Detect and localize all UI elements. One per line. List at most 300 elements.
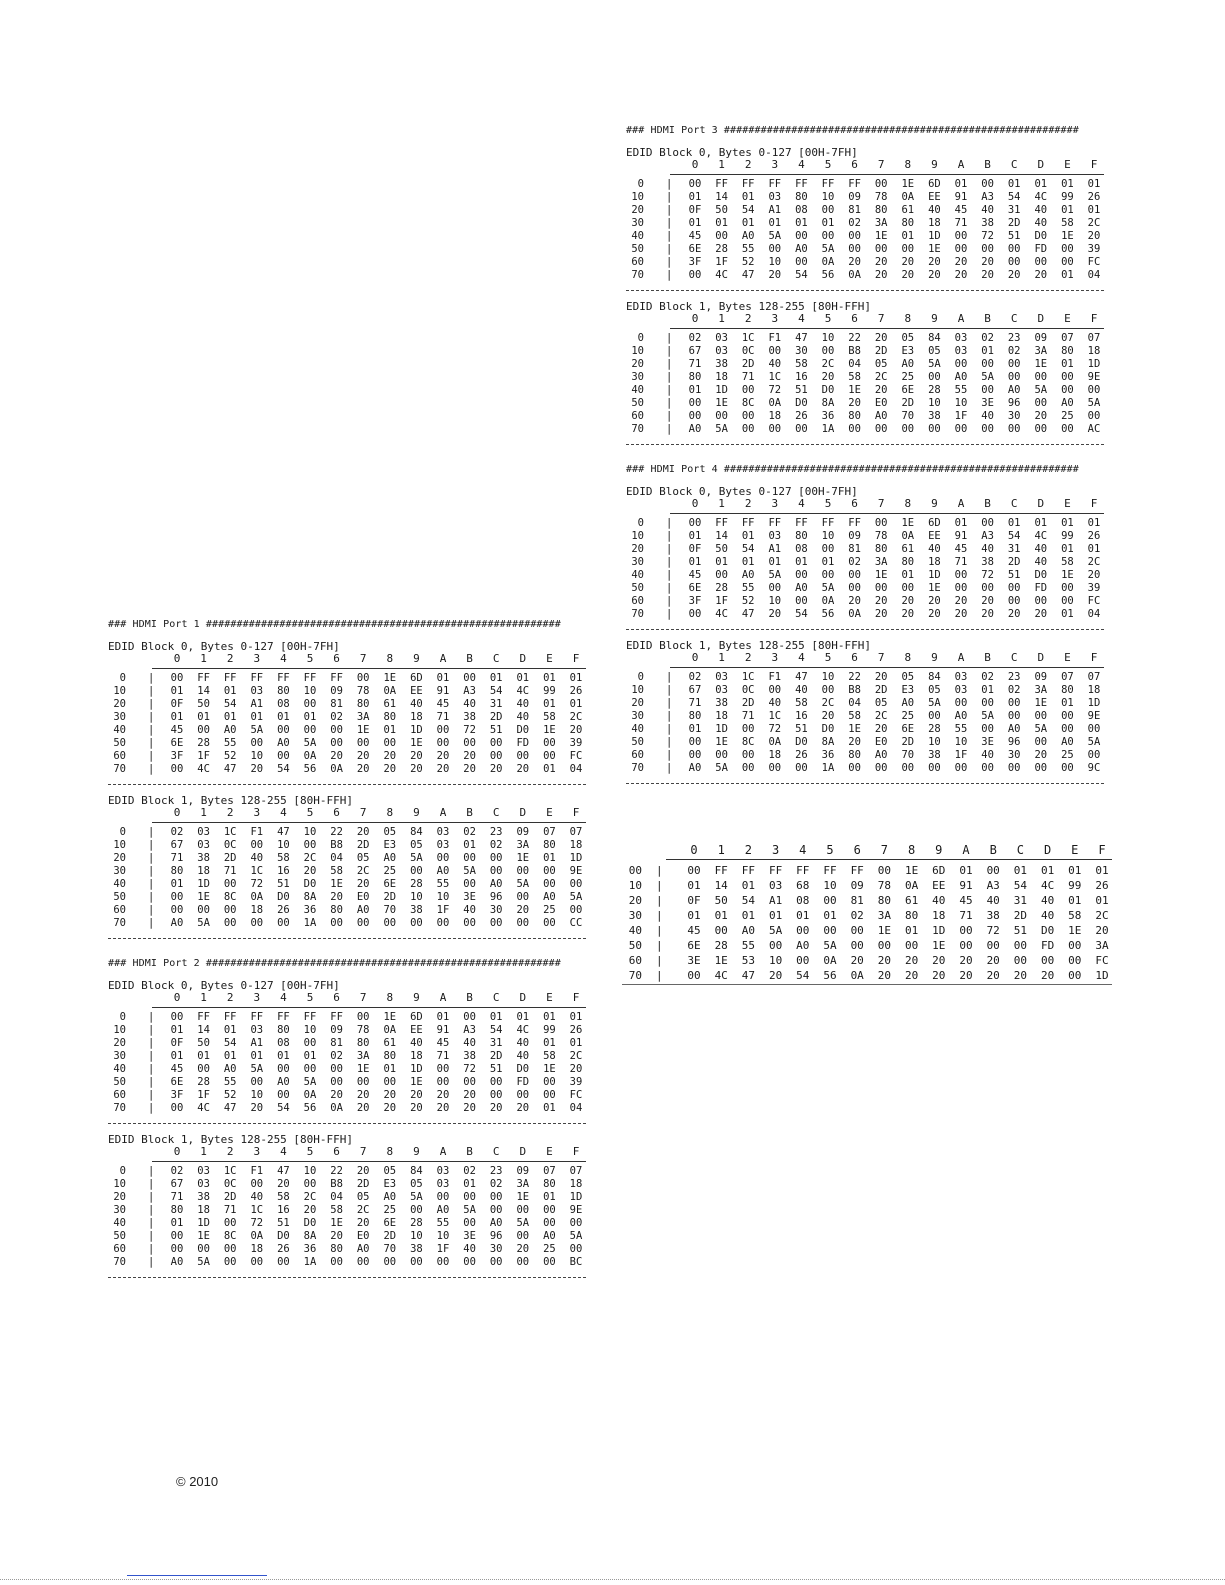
hex-cell: 47 <box>223 1102 237 1114</box>
hex-cell: 00 <box>821 345 835 357</box>
row-address: 70 <box>113 917 126 929</box>
hex-cell: 09 <box>516 826 530 838</box>
column-header: 5 <box>824 651 832 664</box>
hex-cell: 02 <box>170 826 184 838</box>
hex-cell: 00 <box>436 917 450 929</box>
row-separator: | <box>148 750 155 762</box>
hex-cell: 55 <box>223 1076 237 1088</box>
hex-cell: 58 <box>848 710 861 722</box>
column-header: B <box>989 843 997 857</box>
hex-cell: 20 <box>463 1102 476 1114</box>
hex-cell: FC <box>1095 954 1109 967</box>
row-separator: | <box>148 1204 155 1216</box>
header-underline <box>670 667 1104 668</box>
hex-cell: 1D <box>410 1063 423 1075</box>
hex-cell: 2C <box>356 865 370 877</box>
hex-cell: 8C <box>741 736 755 748</box>
hex-cell: 25 <box>901 710 915 722</box>
column-header: 7 <box>359 806 367 819</box>
hex-cell: 01 <box>821 556 835 568</box>
header-underline <box>152 1161 586 1162</box>
column-header: 2 <box>226 991 234 1004</box>
row-separator: | <box>148 1191 155 1203</box>
hex-cell: 78 <box>874 530 888 542</box>
hex-cell: 07 <box>543 826 556 838</box>
hex-cell: 00 <box>821 569 835 581</box>
hex-cell: 3F <box>170 750 184 762</box>
hex-cell: 3F <box>688 595 702 607</box>
hex-cell: 39 <box>1087 582 1101 594</box>
hex-cell: 3E <box>463 1230 476 1242</box>
hex-cell: 00 <box>874 517 888 529</box>
hex-cell: 1D <box>197 878 210 890</box>
hex-row <box>622 893 1112 908</box>
hex-cell: 00 <box>543 1204 556 1216</box>
hex-cell: E0 <box>874 397 888 409</box>
hex-cell: A3 <box>463 1024 476 1036</box>
hex-row <box>108 1076 586 1089</box>
hex-cell: 58 <box>1068 909 1082 922</box>
hex-cell: 01 <box>981 345 994 357</box>
hex-cell: 1E <box>356 724 370 736</box>
hex-cell: 45 <box>170 724 184 736</box>
row-address: 50 <box>631 397 644 409</box>
hex-cell: 02 <box>688 332 702 344</box>
column-header: 7 <box>359 991 367 1004</box>
hex-cell: 72 <box>463 724 476 736</box>
row-separator: | <box>666 269 673 281</box>
hex-cell: 3A <box>1095 939 1109 952</box>
row-address: 70 <box>113 763 126 775</box>
hex-cell: 5A <box>463 865 476 877</box>
hex-cell: 01 <box>1040 864 1055 877</box>
hex-cell: 00 <box>543 1217 556 1229</box>
hex-cell: 00 <box>874 582 888 594</box>
hex-cell: 04 <box>330 852 343 864</box>
hex-cell: 01 <box>543 852 556 864</box>
hex-cell: 00 <box>170 891 184 903</box>
hex-cell: 61 <box>901 204 915 216</box>
hex-cell: 5A <box>569 891 583 903</box>
hex-row <box>626 191 1104 204</box>
hex-cell: 99 <box>543 685 556 697</box>
column-header-row <box>626 498 1104 510</box>
hex-cell: 31 <box>1007 204 1021 216</box>
hex-cell: 2C <box>1087 217 1101 229</box>
hex-cell: 20 <box>901 256 915 268</box>
hex-cell: D0 <box>516 724 530 736</box>
hex-cell: 55 <box>436 1217 450 1229</box>
column-header: F <box>1090 312 1098 325</box>
row-separator: | <box>148 763 155 775</box>
column-header: A <box>962 843 970 857</box>
hex-cell: 67 <box>170 1178 184 1190</box>
column-header: 5 <box>306 806 314 819</box>
hex-cell: 00 <box>543 1076 556 1088</box>
hex-cell: 6E <box>687 939 701 952</box>
hex-cell: 01 <box>688 191 702 203</box>
row-separator: | <box>148 1256 155 1268</box>
hex-cell: 0C <box>223 1178 237 1190</box>
hex-cell: 20 <box>303 865 317 877</box>
hex-cell: 20 <box>569 1063 583 1075</box>
hex-cell: 80 <box>688 710 702 722</box>
hex-cell: 1E <box>901 178 915 190</box>
hdmi-port-section <box>108 955 586 1294</box>
hex-cell: 00 <box>954 762 968 774</box>
hex-cell: 20 <box>1007 269 1021 281</box>
column-header: 7 <box>877 651 885 664</box>
hex-row <box>108 750 586 763</box>
column-header: 9 <box>413 1145 420 1158</box>
hex-cell: FF <box>277 1011 290 1023</box>
hex-cell: 00 <box>688 517 702 529</box>
hex-cell: 1A <box>821 423 835 435</box>
hex-cell: 20 <box>330 750 343 762</box>
hex-cell: 5A <box>768 569 782 581</box>
hex-cell: 1E <box>904 864 919 877</box>
hex-cell: D0 <box>795 736 808 748</box>
hex-cell: A0 <box>383 852 397 864</box>
hex-cell: 00 <box>981 582 994 594</box>
hex-row <box>108 1063 586 1076</box>
column-header: F <box>1090 158 1098 171</box>
hex-cell: 00 <box>981 358 994 370</box>
row-separator: | <box>148 1089 155 1101</box>
hex-cell: A0 <box>277 1076 290 1088</box>
block-dashed-separator <box>108 1271 586 1278</box>
column-header: 3 <box>253 991 261 1004</box>
column-header: A <box>439 652 447 665</box>
hex-cell: 00 <box>1061 384 1074 396</box>
hex-cell: 01 <box>223 1024 237 1036</box>
hex-cell: 54 <box>741 894 756 907</box>
hex-cell: 55 <box>954 723 968 735</box>
hex-cell: 00 <box>197 904 210 916</box>
hex-cell: 71 <box>959 909 973 922</box>
edid-block-title: EDID Block 1, Bytes 128-255 [80H-FFH] <box>626 300 872 313</box>
hex-cell: A0 <box>543 891 556 903</box>
hex-cell: 71 <box>170 852 184 864</box>
hex-row <box>622 908 1112 923</box>
hex-cell: 80 <box>904 909 919 922</box>
hex-cell: 01 <box>795 217 808 229</box>
column-header: B <box>984 651 991 664</box>
hex-cell: D0 <box>303 878 317 890</box>
hex-cell: 10 <box>821 671 835 683</box>
hex-row <box>108 1256 586 1269</box>
hex-cell: 5A <box>1034 723 1048 735</box>
hex-cell: 00 <box>768 762 782 774</box>
hex-cell: 20 <box>850 954 864 967</box>
hex-cell: FF <box>741 517 755 529</box>
hex-cell: 18 <box>250 904 264 916</box>
hex-cell: A0 <box>436 865 450 877</box>
hex-cell: 1A <box>821 762 835 774</box>
hex-cell: 5A <box>768 924 783 937</box>
hex-cell: 00 <box>223 1256 237 1268</box>
hex-cell: 01 <box>1095 864 1109 877</box>
row-address: 10 <box>631 684 644 696</box>
hex-row <box>626 543 1104 556</box>
hex-cell: 18 <box>569 839 583 851</box>
hex-cell: 01 <box>543 672 556 684</box>
hex-cell: 0F <box>170 1037 184 1049</box>
hex-cell: 20 <box>848 595 861 607</box>
hex-cell: 00 <box>1034 736 1048 748</box>
hex-cell: 40 <box>981 204 994 216</box>
row-separator: | <box>666 230 673 242</box>
column-header: 8 <box>904 312 912 325</box>
hex-cell: 00 <box>1007 256 1021 268</box>
hex-cell: 84 <box>410 826 423 838</box>
hex-cell: 20 <box>410 750 423 762</box>
hex-cell: FF <box>277 672 290 684</box>
hex-cell: D0 <box>1040 924 1055 937</box>
hex-cell: 01 <box>1061 178 1074 190</box>
hex-cell: 00 <box>1061 582 1074 594</box>
hex-cell: 01 <box>223 685 237 697</box>
hex-cell: 2D <box>489 1050 503 1062</box>
column-header: 2 <box>744 843 752 857</box>
hex-cell: 20 <box>821 371 835 383</box>
row-separator: | <box>656 864 663 877</box>
hdmi-port-section <box>626 461 1104 800</box>
hex-cell: 00 <box>569 878 583 890</box>
hex-cell: 52 <box>741 256 755 268</box>
hdmi-port-section <box>108 616 586 955</box>
hex-cell: 01 <box>1061 543 1074 555</box>
hex-cell: 00 <box>1007 423 1021 435</box>
column-header: 4 <box>280 1145 287 1158</box>
column-header: B <box>466 652 473 665</box>
hex-cell: 14 <box>197 1024 210 1036</box>
hex-cell: 00 <box>250 1178 264 1190</box>
hex-cell: 1D <box>569 1191 583 1203</box>
hex-cell: 2C <box>1095 909 1109 922</box>
hex-cell: 0A <box>821 256 835 268</box>
hex-cell: 3A <box>1034 684 1048 696</box>
hex-cell: EE <box>410 1024 423 1036</box>
row-address: 20 <box>628 894 642 907</box>
hex-cell: 20 <box>954 269 968 281</box>
hex-cell: 00 <box>436 1256 450 1268</box>
hex-cell: A0 <box>795 582 808 594</box>
hex-cell: 00 <box>715 749 728 761</box>
hex-cell: 00 <box>489 750 503 762</box>
hex-cell: 00 <box>688 410 702 422</box>
column-header: 6 <box>851 158 858 171</box>
column-header-row <box>108 653 586 665</box>
hex-cell: A3 <box>986 879 1000 892</box>
hex-cell: 03 <box>715 332 728 344</box>
row-separator: | <box>666 397 673 409</box>
hex-cell: 58 <box>330 865 343 877</box>
hex-cell: A0 <box>874 410 888 422</box>
column-header: E <box>546 991 553 1004</box>
edid-block-title: EDID Block 1, Bytes 128-255 [80H-FFH] <box>108 1133 354 1146</box>
row-separator: | <box>148 904 155 916</box>
hex-cell: 00 <box>543 865 556 877</box>
page-edge-dots <box>0 1579 1225 1580</box>
hex-cell: 20 <box>901 269 915 281</box>
hex-cell: 1D <box>1087 358 1101 370</box>
row-address: 60 <box>113 750 126 762</box>
hex-cell: BC <box>569 1256 583 1268</box>
row-address: 0 <box>119 826 126 838</box>
hex-cell: 00 <box>901 762 915 774</box>
hex-cell: 58 <box>330 1204 343 1216</box>
hex-cell: 08 <box>796 894 810 907</box>
hex-cell: 40 <box>1040 894 1055 907</box>
edid-block-title: EDID Block 0, Bytes 0-127 [00H-7FH] <box>108 979 340 992</box>
hex-cell: 05 <box>874 697 888 709</box>
hex-row <box>626 269 1104 282</box>
hex-cell: 0A <box>383 1024 397 1036</box>
block-dashed-separator <box>108 932 586 939</box>
hex-cell: 00 <box>170 763 184 775</box>
row-separator: | <box>666 423 673 435</box>
hex-cell: 00 <box>489 737 503 749</box>
hex-cell: 01 <box>741 879 756 892</box>
hex-cell: 00 <box>1068 939 1082 952</box>
hex-cell: 00 <box>741 762 755 774</box>
hex-cell: 20 <box>874 384 888 396</box>
hex-cell: 38 <box>197 852 210 864</box>
hex-cell: 40 <box>986 894 1000 907</box>
hex-cell: 00 <box>954 230 968 242</box>
hex-cell: 00 <box>741 410 755 422</box>
hex-cell: 20 <box>821 710 835 722</box>
column-header: 8 <box>904 651 912 664</box>
hex-cell: 00 <box>543 878 556 890</box>
hex-cell: A0 <box>489 1217 503 1229</box>
hex-cell: 20 <box>436 750 450 762</box>
hex-cell: 71 <box>436 711 450 723</box>
hex-cell: 10 <box>436 891 450 903</box>
row-address: 20 <box>113 852 126 864</box>
hex-cell: 72 <box>768 384 782 396</box>
hex-cell: 00 <box>928 423 941 435</box>
hex-cell: 20 <box>928 595 941 607</box>
hex-cell: D0 <box>795 397 808 409</box>
hex-cell: A0 <box>795 243 808 255</box>
hex-cell: 00 <box>877 939 892 952</box>
hex-cell: 5A <box>928 358 941 370</box>
row-separator: | <box>148 1243 155 1255</box>
hex-cell: 1C <box>768 371 782 383</box>
hex-cell: 01 <box>901 230 915 242</box>
column-header: C <box>492 806 500 819</box>
column-header: 1 <box>200 652 207 665</box>
hex-cell: 61 <box>904 894 919 907</box>
hex-cell: 81 <box>330 698 343 710</box>
column-header: 6 <box>851 312 858 325</box>
row-separator: | <box>666 410 673 422</box>
hex-cell: A0 <box>901 358 915 370</box>
hex-cell: 10 <box>928 736 941 748</box>
hex-cell: 2C <box>303 1191 317 1203</box>
hex-cell: 2D <box>901 736 915 748</box>
hex-cell: 01 <box>383 724 397 736</box>
row-address: 10 <box>628 879 642 892</box>
hex-cell: 22 <box>848 671 861 683</box>
hex-cell: 00 <box>848 423 861 435</box>
hex-cell: 20 <box>383 1102 397 1114</box>
hex-cell: 20 <box>436 763 450 775</box>
hex-cell: 10 <box>250 750 264 762</box>
hex-cell: 20 <box>928 608 941 620</box>
hex-cell: 00 <box>170 904 184 916</box>
column-header: D <box>519 652 527 665</box>
hex-cell: 6E <box>170 1076 184 1088</box>
hex-cell: 26 <box>795 749 808 761</box>
hex-cell: 20 <box>250 763 264 775</box>
column-header: 5 <box>306 991 314 1004</box>
hex-cell: 03 <box>197 839 210 851</box>
hex-cell: 00 <box>1040 954 1055 967</box>
hex-cell: 0A <box>250 1230 264 1242</box>
row-address: 10 <box>113 685 126 697</box>
hex-cell: 81 <box>848 543 861 555</box>
column-header: B <box>984 497 991 510</box>
hex-cell: 3A <box>874 556 888 568</box>
hex-cell: FD <box>1034 582 1048 594</box>
hex-cell: 00 <box>383 737 397 749</box>
hex-row <box>622 968 1112 983</box>
hex-cell: 01 <box>741 909 756 922</box>
row-separator: | <box>148 1011 155 1023</box>
hex-row <box>626 749 1104 762</box>
hex-cell: 91 <box>954 530 968 542</box>
hex-cell: 52 <box>223 750 237 762</box>
column-header: 8 <box>907 843 916 857</box>
header-underline <box>152 1007 586 1008</box>
hex-cell: 1F <box>197 750 210 762</box>
hex-cell: 01 <box>436 1011 450 1023</box>
hex-cell: 0C <box>741 345 755 357</box>
hex-cell: 02 <box>489 1178 503 1190</box>
hex-cell: 04 <box>848 358 861 370</box>
hex-cell: 1D <box>1095 969 1109 982</box>
hex-cell: 2C <box>569 1050 583 1062</box>
hex-cell: 2D <box>356 1178 370 1190</box>
column-header: F <box>572 652 580 665</box>
hex-cell: 01 <box>688 384 702 396</box>
hex-cell: 01 <box>687 879 701 892</box>
hex-cell: B8 <box>848 345 861 357</box>
hex-cell: 51 <box>795 723 808 735</box>
hex-cell: 78 <box>356 1024 370 1036</box>
hex-cell: 1E <box>874 230 888 242</box>
column-header: D <box>519 991 527 1004</box>
row-separator: | <box>666 384 673 396</box>
hex-cell: 20 <box>932 954 946 967</box>
hdmi-port-section <box>626 122 1104 461</box>
row-separator: | <box>148 852 155 864</box>
hex-cell: 10 <box>303 1024 317 1036</box>
hex-cell: 8A <box>303 891 317 903</box>
hex-cell: 54 <box>223 698 237 710</box>
hex-cell: 01 <box>516 1011 530 1023</box>
hex-cell: 20 <box>463 750 476 762</box>
hex-cell: 23 <box>1007 671 1021 683</box>
hex-cell: 03 <box>197 826 210 838</box>
hex-cell: 1E <box>715 736 728 748</box>
hex-cell: 81 <box>850 894 864 907</box>
hex-cell: 1E <box>928 243 941 255</box>
hex-cell: A3 <box>981 530 994 542</box>
